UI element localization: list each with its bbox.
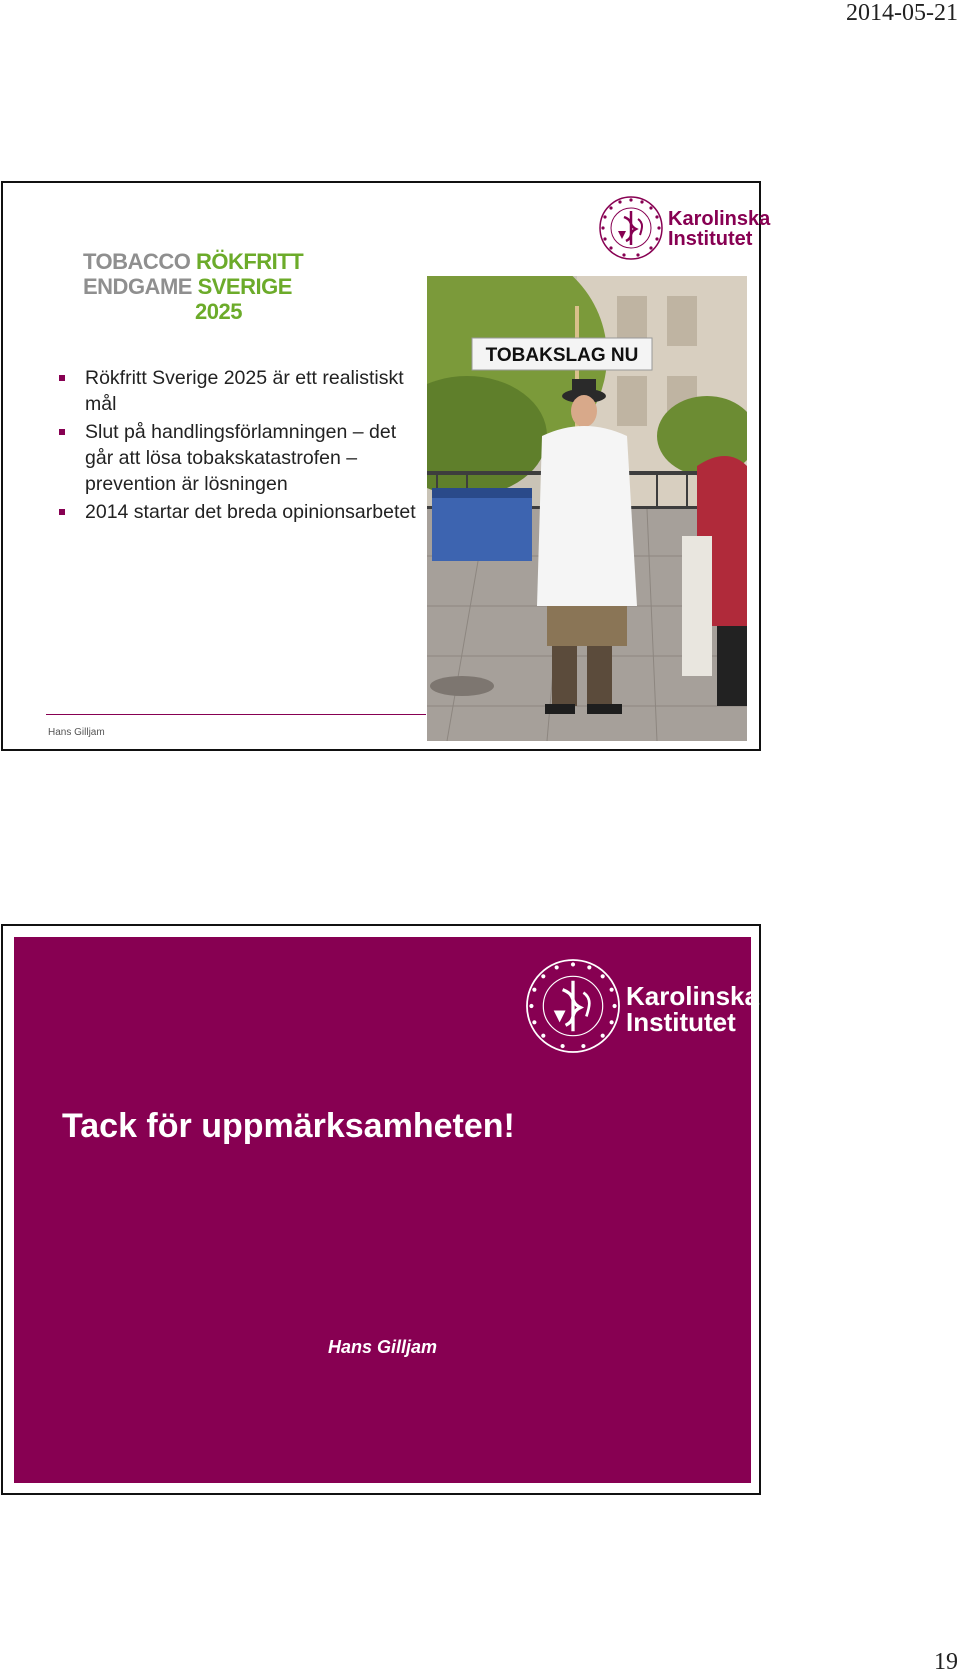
logo-word-rokfritt: RÖKFRITT: [195, 249, 304, 274]
logo-word-endgame: ENDGAME: [83, 274, 192, 299]
logo-word-sverige: SVERIGE: [197, 274, 292, 299]
ki-logo-line2: Institutet: [668, 228, 753, 250]
ki-seal-icon: [524, 957, 622, 1055]
slide-footer-rule: [46, 714, 426, 715]
bullet-item: Rökfritt Sverige 2025 är ett realistiskt mål: [55, 365, 425, 417]
bullet-square-icon: [59, 375, 65, 381]
bullet-square-icon: [59, 429, 65, 435]
slide-2: [1, 924, 761, 1495]
logo-year: 2025: [195, 299, 242, 324]
presenter-name: Hans Gilljam: [327, 1337, 438, 1357]
ki-seal-icon: [598, 195, 664, 261]
ki-logo-line2: Institutet: [626, 1007, 736, 1037]
protest-sign-text: TOBAKSLAG NU: [485, 345, 639, 366]
logo-word-tobacco: TOBACCO: [83, 249, 191, 274]
closing-panel: [14, 937, 759, 1483]
protest-photo: [427, 276, 747, 741]
bullet-list: [55, 365, 425, 527]
closing-heading: Tack för uppmärksamheten!: [62, 1107, 515, 1145]
tobacco-endgame-logo: [83, 249, 303, 324]
slide-footer-author: Hans Gilljam: [48, 727, 105, 738]
page-number: 19: [934, 1649, 958, 1675]
bullet-square-icon: [59, 509, 65, 515]
slide-1: [1, 181, 771, 751]
page-date: 2014-05-21: [846, 0, 958, 26]
bullet-item: Slut på handlingsförlamningen – det går att lösa tobakskatastrofen – prevention är lösningen: [55, 419, 425, 497]
karolinska-logo: [598, 195, 771, 261]
ki-logo-line1: Karolinska: [668, 208, 771, 230]
bullet-item: 2014 startar det breda opinionsarbetet: [55, 499, 425, 525]
ki-logo-line1: Karolinska: [626, 981, 759, 1011]
karolinska-logo: [524, 957, 759, 1057]
